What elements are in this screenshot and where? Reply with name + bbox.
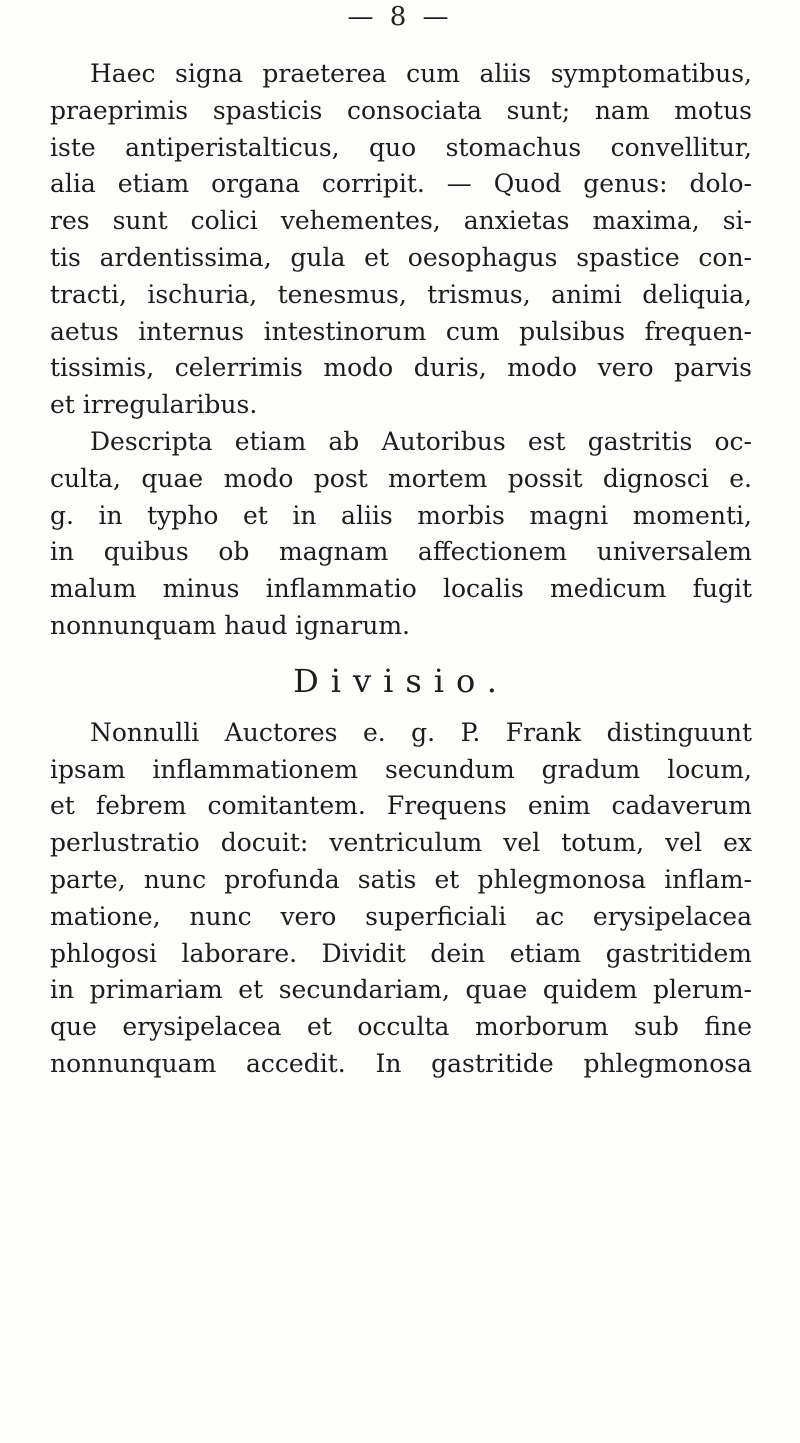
text-line: praeprimis spasticis consociata sunt; nam motus — [50, 95, 752, 125]
text-line: nonnunquam haud ignarum. — [50, 610, 410, 640]
text-line: parte, nunc profunda satis et phlegmonosa inflam- — [50, 864, 752, 894]
text-line: Nonnulli Auctores e. g. P. Frank distinguunt — [90, 717, 752, 747]
text-line: aetus internus intestinorum cum pulsibus frequen- — [50, 316, 752, 346]
text-line: perlustratio docuit: ventriculum vel totum, vel ex — [50, 828, 752, 858]
text-line: tracti, ischuria, tenesmus, trismus, animi deliquia, — [50, 279, 752, 309]
text-line: que erysipelacea et occulta morborum sub fine — [50, 1012, 752, 1042]
text-line: ipsam inflammationem secundum gradum locum, — [50, 754, 752, 784]
section-heading: Divisio. — [293, 661, 509, 700]
text-line: tissimis, celerrimis modo duris, modo vero parvis — [50, 353, 752, 383]
text-line: et febrem comitantem. Frequens enim cadaverum — [50, 791, 752, 821]
body-text — [50, 56, 752, 1083]
text-line: iste antiperistalticus, quo stomachus convellitur, — [50, 132, 752, 162]
text-line: phlogosi laborare. Dividit dein etiam gastritidem — [50, 938, 752, 968]
page-number: — 8 — — [347, 2, 453, 32]
paragraph-occult-gastritis — [50, 424, 752, 645]
paragraph-symptoms — [50, 56, 752, 424]
text-line: malum minus inflammatio localis medicum fugit — [50, 574, 752, 604]
text-line: tis ardentissima, gula et oesophagus spastice con- — [50, 242, 752, 272]
paragraph-division — [50, 715, 752, 1083]
text-line: culta, quae modo post mortem possit dignosci e. — [50, 463, 752, 493]
text-line: g. in typho et in aliis morbis magni momenti, — [50, 500, 752, 530]
text-line: alia etiam organa corripit. — Quod genus: dolo- — [50, 169, 752, 199]
text-line: et irregularibus. — [50, 390, 258, 420]
text-line: nonnunquam accedit. In gastritide phlegmonosa — [50, 1048, 752, 1078]
text-line: res sunt colici vehementes, anxietas maxima, si- — [50, 206, 752, 236]
text-line: in quibus ob magnam affectionem universalem — [50, 537, 752, 567]
text-line: Descripta etiam ab Autoribus est gastritis oc- — [90, 426, 752, 456]
text-line: matione, nunc vero superficiali ac erysipelacea — [50, 901, 752, 931]
text-line: in primariam et secundariam, quae quidem plerum- — [50, 975, 752, 1005]
text-line: Haec signa praeterea cum aliis symptomatibus, — [90, 59, 752, 88]
